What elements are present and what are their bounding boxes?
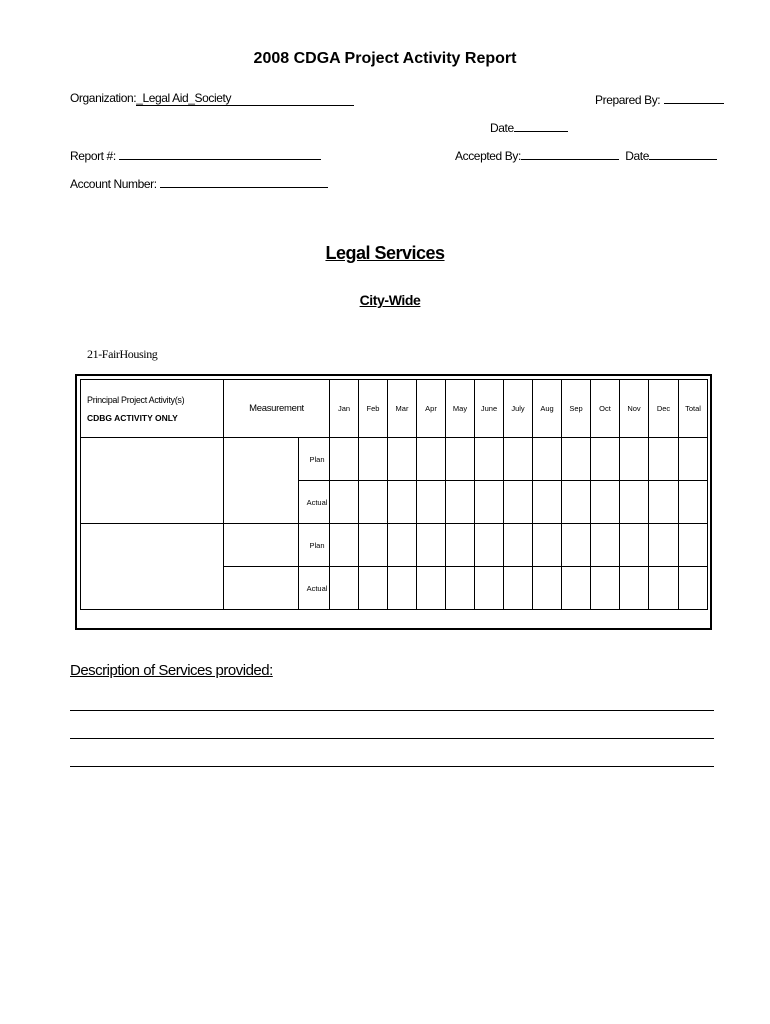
activity-code: 21-FairHousing — [87, 347, 158, 361]
accepted-by-blank[interactable] — [521, 147, 619, 160]
account-number-label: Account Number: — [70, 177, 157, 191]
value-cell[interactable] — [504, 481, 533, 524]
principal-activity-label: Principal Project Activity(s) — [87, 394, 185, 405]
value-cell[interactable] — [591, 438, 620, 481]
section-subtitle: City-Wide — [359, 292, 421, 308]
total-cell[interactable] — [679, 524, 708, 567]
value-cell[interactable] — [330, 567, 359, 610]
value-cell[interactable] — [388, 524, 417, 567]
report-title: 2008 CDGA Project Activity Report — [253, 50, 517, 67]
plan-label: Plan — [299, 438, 330, 481]
total-header: Total — [679, 380, 708, 438]
section-title: Legal Services — [325, 243, 445, 263]
table-header-row — [81, 380, 708, 438]
month-header: Oct — [591, 380, 620, 438]
activity-cell[interactable] — [81, 438, 224, 524]
month-header: Sep — [562, 380, 591, 438]
value-cell[interactable] — [359, 438, 388, 481]
report-number-label: Report #: — [70, 149, 116, 163]
account-number-blank[interactable] — [160, 175, 328, 188]
value-cell[interactable] — [475, 438, 504, 481]
date2-label: Date — [625, 149, 649, 163]
description-line[interactable] — [70, 710, 714, 711]
activity-cell[interactable] — [81, 524, 224, 610]
organization-label: Organization: — [70, 91, 137, 105]
date-label: Date — [490, 121, 514, 135]
table-row — [81, 524, 708, 567]
value-cell[interactable] — [562, 567, 591, 610]
account-number-field[interactable] — [70, 175, 328, 191]
total-cell[interactable] — [679, 438, 708, 481]
report-number-field[interactable] — [70, 147, 321, 163]
value-cell[interactable] — [446, 438, 475, 481]
value-cell[interactable] — [446, 524, 475, 567]
value-cell[interactable] — [649, 481, 679, 524]
report-number-blank[interactable] — [119, 147, 321, 160]
value-cell[interactable] — [533, 438, 562, 481]
cdbg-activity-label: CDBG ACTIVITY ONLY — [87, 412, 178, 423]
value-cell[interactable] — [417, 567, 446, 610]
value-cell[interactable] — [388, 481, 417, 524]
value-cell[interactable] — [533, 481, 562, 524]
month-header: Nov — [620, 380, 649, 438]
value-cell[interactable] — [330, 481, 359, 524]
month-header: June — [475, 380, 504, 438]
value-cell[interactable] — [504, 524, 533, 567]
accepted-by-label: Accepted By: — [455, 149, 521, 163]
description-title: Description of Services provided: — [70, 662, 273, 679]
value-cell[interactable] — [417, 524, 446, 567]
description-line[interactable] — [70, 766, 714, 767]
value-cell[interactable] — [649, 524, 679, 567]
value-cell[interactable] — [417, 438, 446, 481]
value-cell[interactable] — [620, 438, 649, 481]
value-cell[interactable] — [446, 567, 475, 610]
month-header: Apr — [417, 380, 446, 438]
value-cell[interactable] — [562, 524, 591, 567]
activity-table — [80, 379, 708, 610]
value-cell[interactable] — [562, 481, 591, 524]
month-header: July — [504, 380, 533, 438]
value-cell[interactable] — [620, 481, 649, 524]
principal-activity-header — [81, 380, 224, 438]
value-cell[interactable] — [504, 438, 533, 481]
table-row — [81, 438, 708, 481]
prepared-by-blank[interactable] — [664, 91, 724, 104]
value-cell[interactable] — [330, 438, 359, 481]
value-cell[interactable] — [562, 438, 591, 481]
value-cell[interactable] — [591, 481, 620, 524]
total-cell[interactable] — [679, 567, 708, 610]
value-cell[interactable] — [359, 524, 388, 567]
date-field[interactable] — [490, 119, 568, 135]
date-blank[interactable] — [514, 119, 568, 132]
value-cell[interactable] — [388, 567, 417, 610]
month-header: Feb — [359, 380, 388, 438]
measurement-cell[interactable] — [224, 567, 299, 610]
value-cell[interactable] — [533, 567, 562, 610]
date2-blank[interactable] — [649, 147, 717, 160]
value-cell[interactable] — [359, 481, 388, 524]
month-header: Dec — [649, 380, 679, 438]
organization-field[interactable] — [70, 91, 354, 106]
actual-label: Actual — [299, 567, 330, 610]
prepared-by-label: Prepared By: — [595, 93, 661, 107]
value-cell[interactable] — [475, 567, 504, 610]
measurement-cell[interactable] — [224, 524, 299, 567]
total-cell[interactable] — [679, 481, 708, 524]
value-cell[interactable] — [620, 567, 649, 610]
plan-label: Plan — [299, 524, 330, 567]
month-header: Mar — [388, 380, 417, 438]
value-cell[interactable] — [359, 567, 388, 610]
measurement-header — [224, 380, 330, 438]
value-cell[interactable] — [591, 567, 620, 610]
value-cell[interactable] — [475, 481, 504, 524]
month-header: Aug — [533, 380, 562, 438]
organization-value: _Legal Aid_Society — [136, 91, 354, 106]
month-header: Jan — [330, 380, 359, 438]
value-cell[interactable] — [649, 438, 679, 481]
actual-label: Actual — [299, 481, 330, 524]
description-line[interactable] — [70, 738, 714, 739]
value-cell[interactable] — [533, 524, 562, 567]
value-cell[interactable] — [620, 524, 649, 567]
measurement-cell[interactable] — [224, 438, 299, 524]
value-cell[interactable] — [388, 438, 417, 481]
activity-table-frame — [75, 374, 712, 630]
accepted-by-field[interactable] — [455, 147, 717, 163]
value-cell[interactable] — [446, 481, 475, 524]
value-cell[interactable] — [417, 481, 446, 524]
value-cell[interactable] — [475, 524, 504, 567]
value-cell[interactable] — [330, 524, 359, 567]
prepared-by-field[interactable] — [595, 91, 724, 107]
month-header: May — [446, 380, 475, 438]
value-cell[interactable] — [504, 567, 533, 610]
value-cell[interactable] — [649, 567, 679, 610]
value-cell[interactable] — [591, 524, 620, 567]
measurement-label: Measurement — [249, 403, 304, 414]
